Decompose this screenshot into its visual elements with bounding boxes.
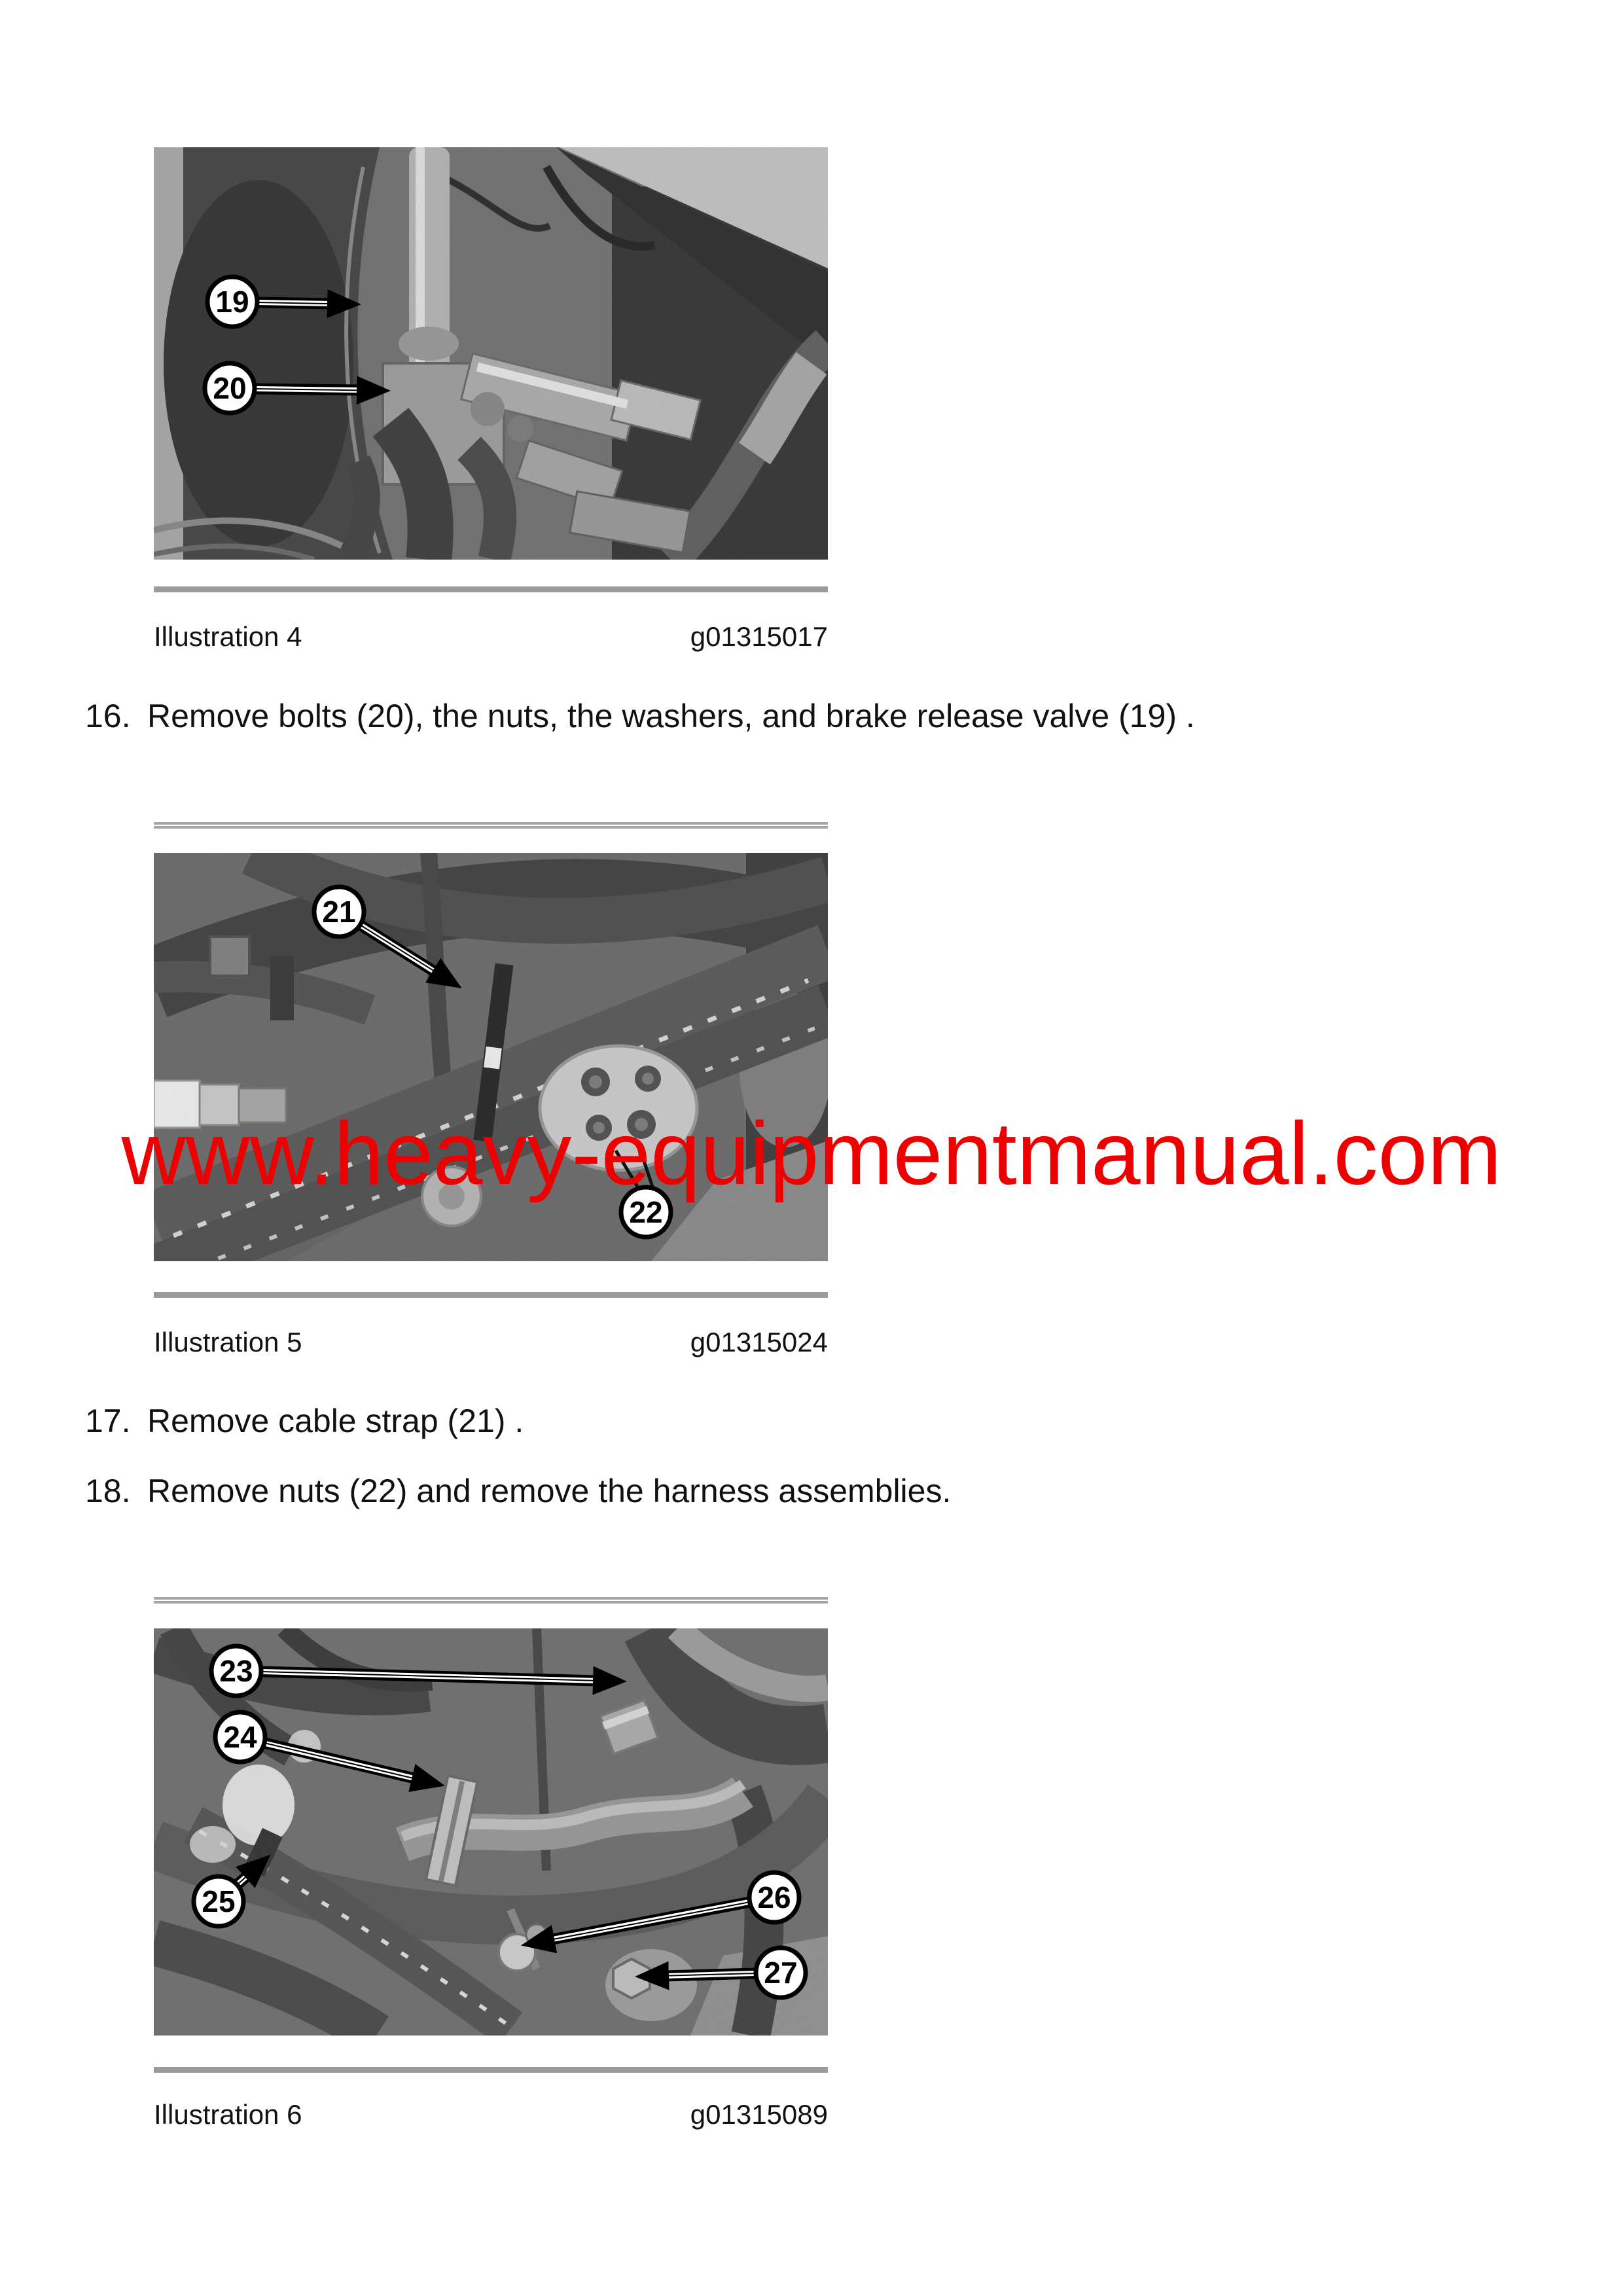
step-16 [85, 698, 1584, 736]
illustration-4-photo [154, 147, 828, 560]
divider [154, 822, 828, 829]
step-number: 17. [85, 1403, 131, 1439]
site-watermark: www.heavy-equipmentmanual.com [121, 1103, 1502, 1203]
divider [154, 2067, 828, 2073]
step-18 [85, 1473, 1584, 1511]
caption-label: Illustration 6 [154, 2099, 302, 2130]
illustration-5-caption [154, 1327, 828, 1357]
step-text: Remove cable strap (21) . [147, 1403, 524, 1439]
svg-text:25: 25 [202, 1884, 236, 1918]
svg-text:27: 27 [764, 1956, 798, 1990]
svg-text:24: 24 [223, 1720, 257, 1754]
step-text: Remove nuts (22) and remove the harness assemblies. [147, 1473, 952, 1509]
divider [154, 1597, 828, 1604]
caption-gnumber: g01315089 [690, 2099, 828, 2130]
caption-label: Illustration 4 [154, 621, 302, 652]
illustration-4-caption [154, 622, 828, 652]
illustration-6-photo [154, 1628, 828, 2036]
harness-clips-image [154, 1628, 828, 2036]
step-number: 18. [85, 1473, 131, 1509]
illustration-6-caption [154, 2100, 828, 2130]
svg-text:21: 21 [322, 895, 356, 929]
divider [154, 586, 828, 592]
caption-label: Illustration 5 [154, 1327, 302, 1357]
step-17 [85, 1403, 1584, 1441]
step-number: 16. [85, 698, 131, 734]
svg-text:22: 22 [629, 1195, 663, 1229]
svg-text:19: 19 [215, 285, 249, 319]
svg-text:26: 26 [757, 1880, 791, 1914]
svg-text:20: 20 [213, 371, 247, 405]
caption-gnumber: g01315017 [690, 621, 828, 652]
divider [154, 1292, 828, 1298]
caption-gnumber: g01315024 [690, 1327, 828, 1357]
step-text: Remove bolts (20), the nuts, the washers, and brake release valve (19) . [147, 698, 1195, 734]
brake-release-valve-image [154, 147, 828, 560]
svg-text:23: 23 [219, 1654, 253, 1688]
